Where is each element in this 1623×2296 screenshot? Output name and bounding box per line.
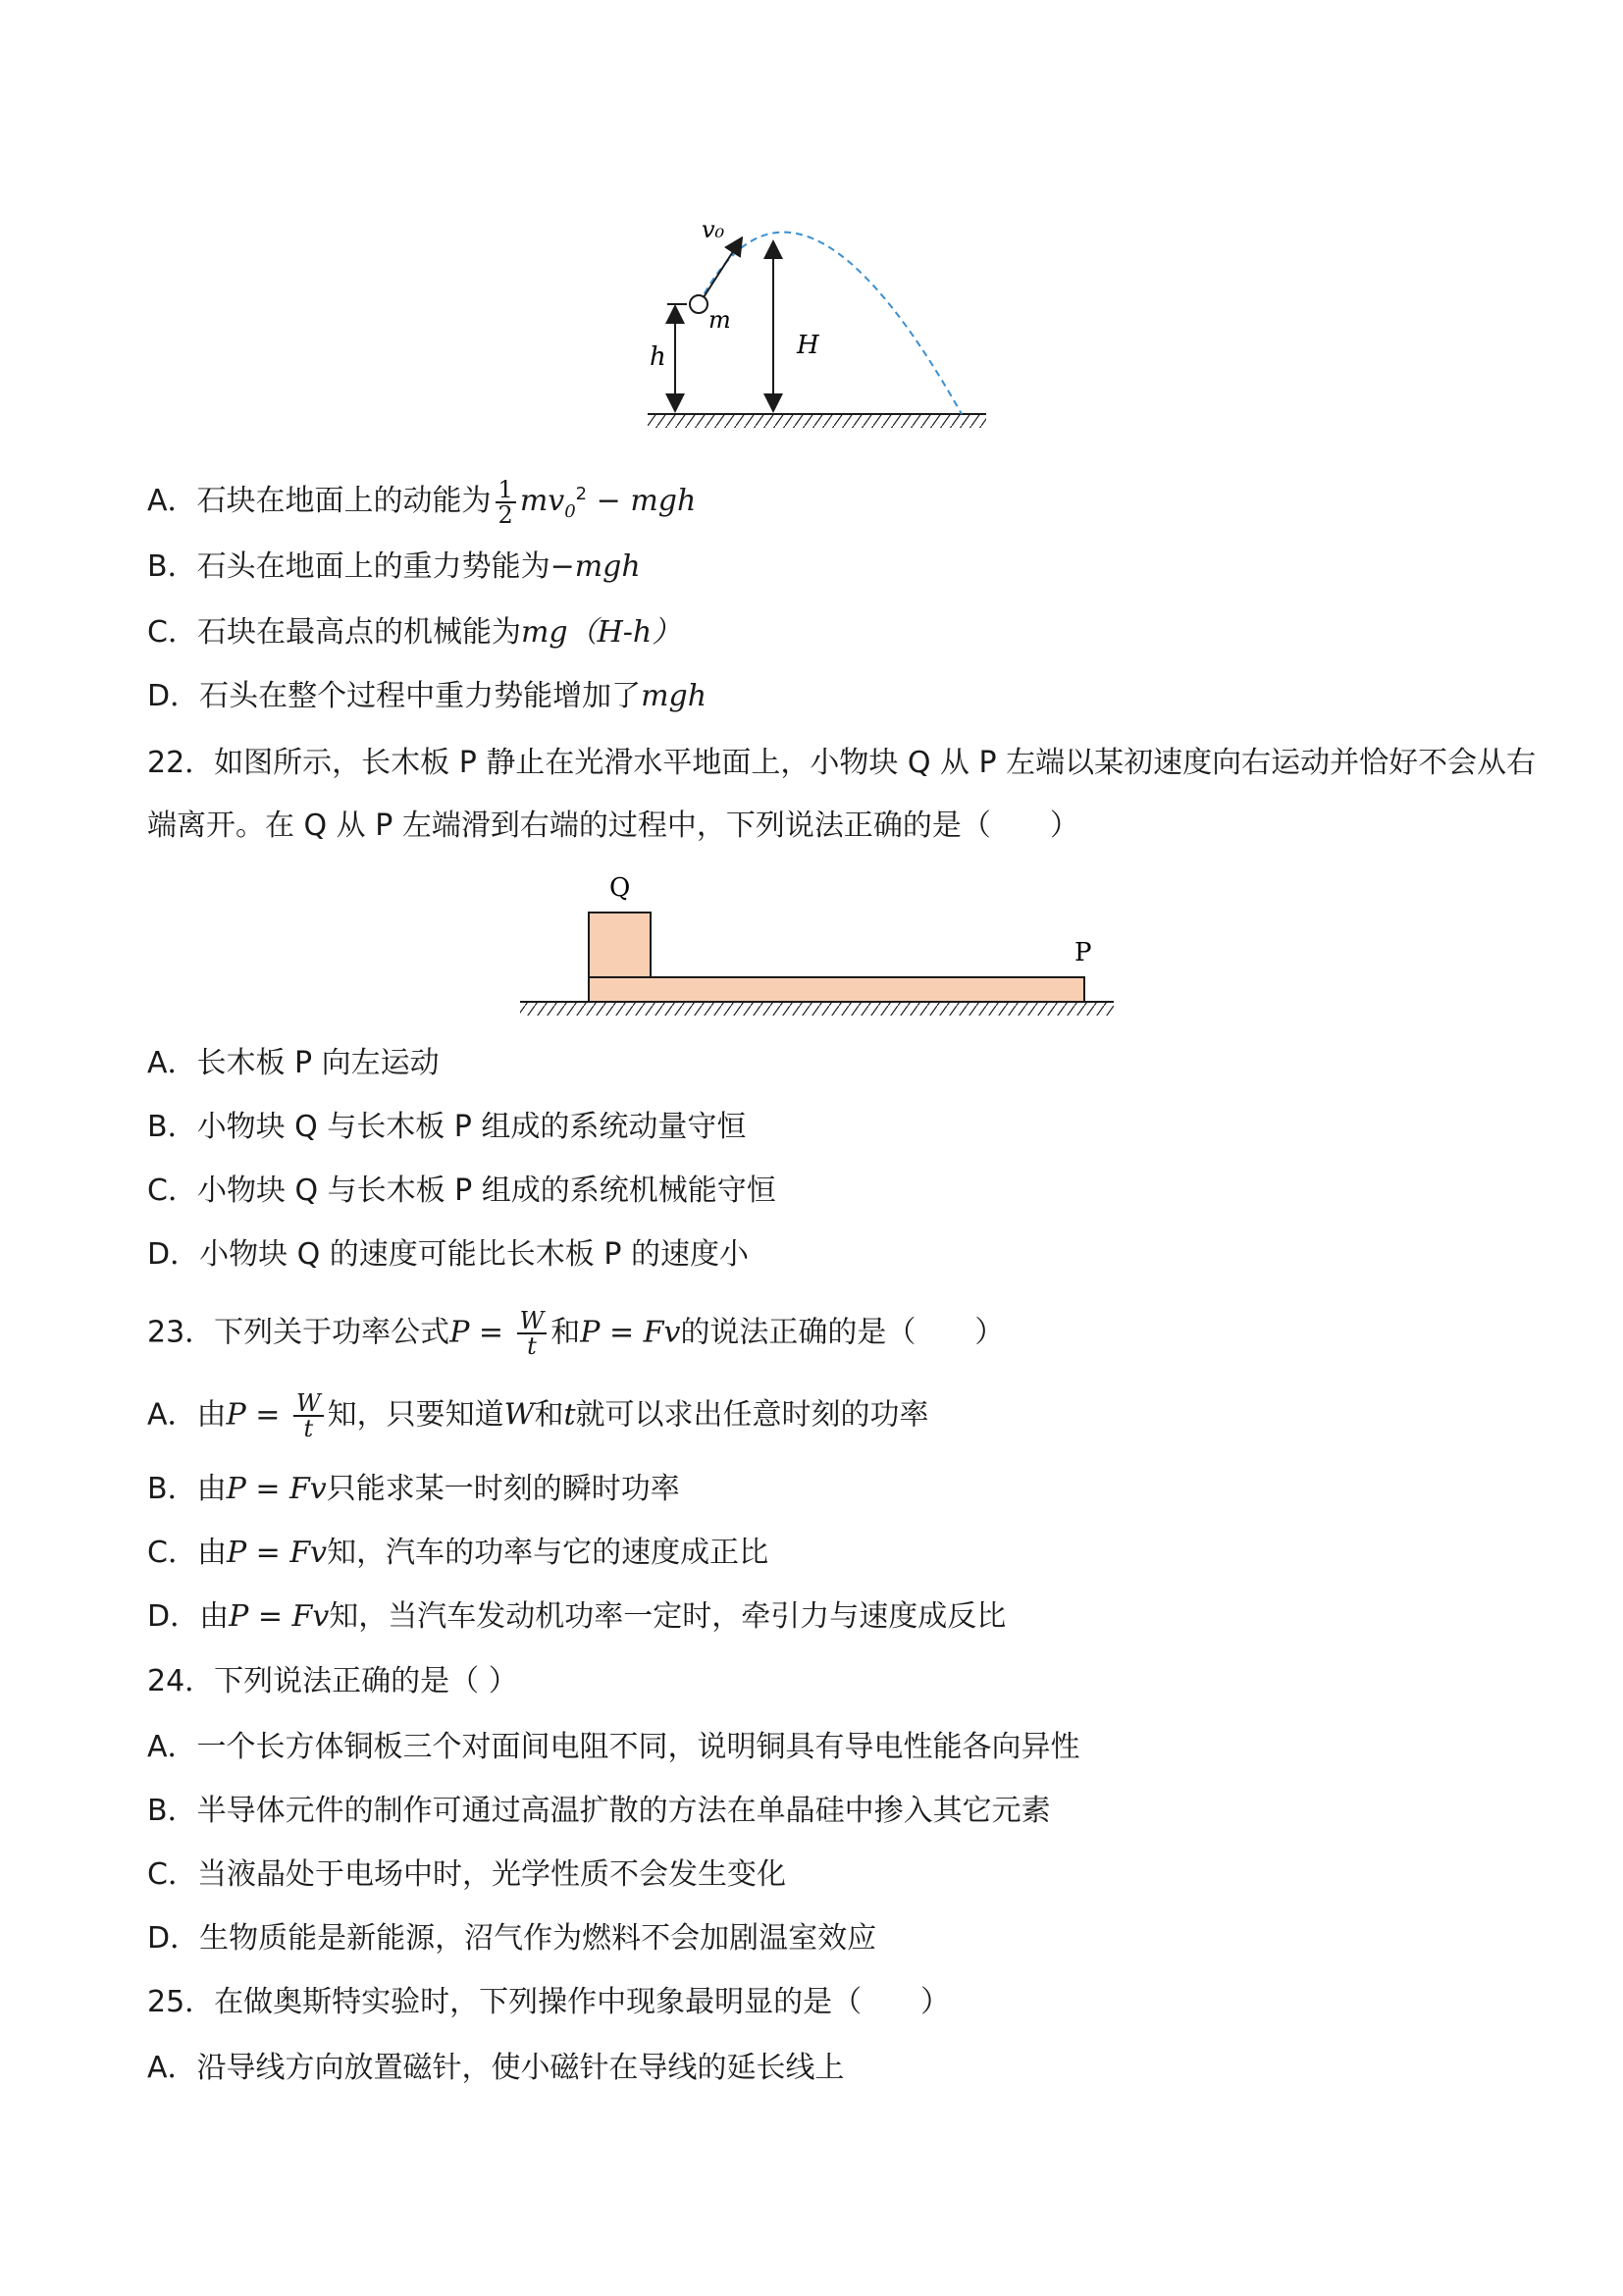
q22-option-b: B．小物块 Q 与长木板 P 组成的系统动量守恒 xyxy=(147,1110,747,1144)
long-board-P xyxy=(589,977,1084,1002)
block-Q xyxy=(589,913,651,977)
q21-option-d: D．石头在整个过程中重力势能增加了mgh xyxy=(147,679,707,713)
projectile-figure xyxy=(628,206,1001,437)
q22-option-d: D．小物块 Q 的速度可能比长木板 P 的速度小 xyxy=(147,1237,749,1272)
q22-option-a: A．长木板 P 向左运动 xyxy=(147,1046,440,1080)
power-fraction: $\frac{W}{t}$ xyxy=(517,1309,548,1358)
power-fraction: $\frac{W}{t}$ xyxy=(293,1391,324,1440)
Q-label: Q xyxy=(609,873,631,903)
q23-option-b: B．由P = Fv只能求某一时刻的瞬时功率 xyxy=(147,1472,680,1506)
trajectory-curve xyxy=(699,233,962,414)
q21-option-a: A．石块在地面上的动能为 $\frac{1}{2}$ $mv_0^2$ − mgh xyxy=(147,475,697,529)
h-label: h xyxy=(650,342,666,372)
q24-option-a: A．一个长方体铜板三个对面间电阻不同，说明铜具有导电性能各向异性 xyxy=(147,1730,1080,1764)
q24-option-d: D．生物质能是新能源，沼气作为燃料不会加剧温室效应 xyxy=(147,1921,877,1956)
board-block-figure xyxy=(515,868,1124,1025)
ground-hatch xyxy=(648,414,986,428)
stone-ball xyxy=(690,295,707,313)
H-label: H xyxy=(797,331,819,360)
q23-stem: 23．下列关于功率公式P = $\frac{W}{t}$ 和P = Fv的说法正确的是（ ） xyxy=(147,1307,1005,1360)
q24-option-c: C．当液晶处于电场中时，光学性质不会发生变化 xyxy=(147,1857,786,1892)
ground-hatch xyxy=(520,1002,1114,1016)
P-label: P xyxy=(1074,938,1092,967)
q23-option-d: D．由P = Fv知，当汽车发动机功率一定时，牵引力与速度成反比 xyxy=(147,1599,1007,1634)
velocity-arrow xyxy=(704,239,741,297)
q23-option-a: A．由P = $\frac{W}{t}$ 知，只要知道W和t就可以求出任意时刻的功率 xyxy=(147,1389,929,1442)
q21-option-c: C．石块在最高点的机械能为mg（H-h） xyxy=(147,615,682,650)
q21-option-b: B．石头在地面上的重力势能为−mgh xyxy=(147,549,641,584)
q24-stem: 24．下列说法正确的是（ ） xyxy=(147,1664,518,1698)
q25-option-a: A．沿导线方向放置磁针，使小磁针在导线的延长线上 xyxy=(147,2051,845,2085)
q22-stem-line1: 22．如图所示，长木板 P 静止在光滑水平地面上，小物块 Q 从 P 左端以某初速度向右运动并恰好不会从右 xyxy=(147,746,1537,780)
fraction-half: $\frac{1}{2}$ xyxy=(496,478,516,527)
q22-option-c: C．小物块 Q 与长木板 P 组成的系统机械能守恒 xyxy=(147,1174,776,1208)
q23-option-c: C．由P = Fv知，汽车的功率与它的速度成正比 xyxy=(147,1536,769,1570)
q22-stem-line2: 端离开。在 Q 从 P 左端滑到右端的过程中，下列说法正确的是（ ） xyxy=(147,809,1079,843)
m-label: m xyxy=(708,306,731,334)
v0-label: v₀ xyxy=(702,216,725,243)
q25-stem: 25．在做奥斯特实验时，下列操作中现象最明显的是（ ） xyxy=(147,1985,951,2019)
q24-option-b: B．半导体元件的制作可通过高温扩散的方法在单晶硅中掺入其它元素 xyxy=(147,1794,1051,1828)
